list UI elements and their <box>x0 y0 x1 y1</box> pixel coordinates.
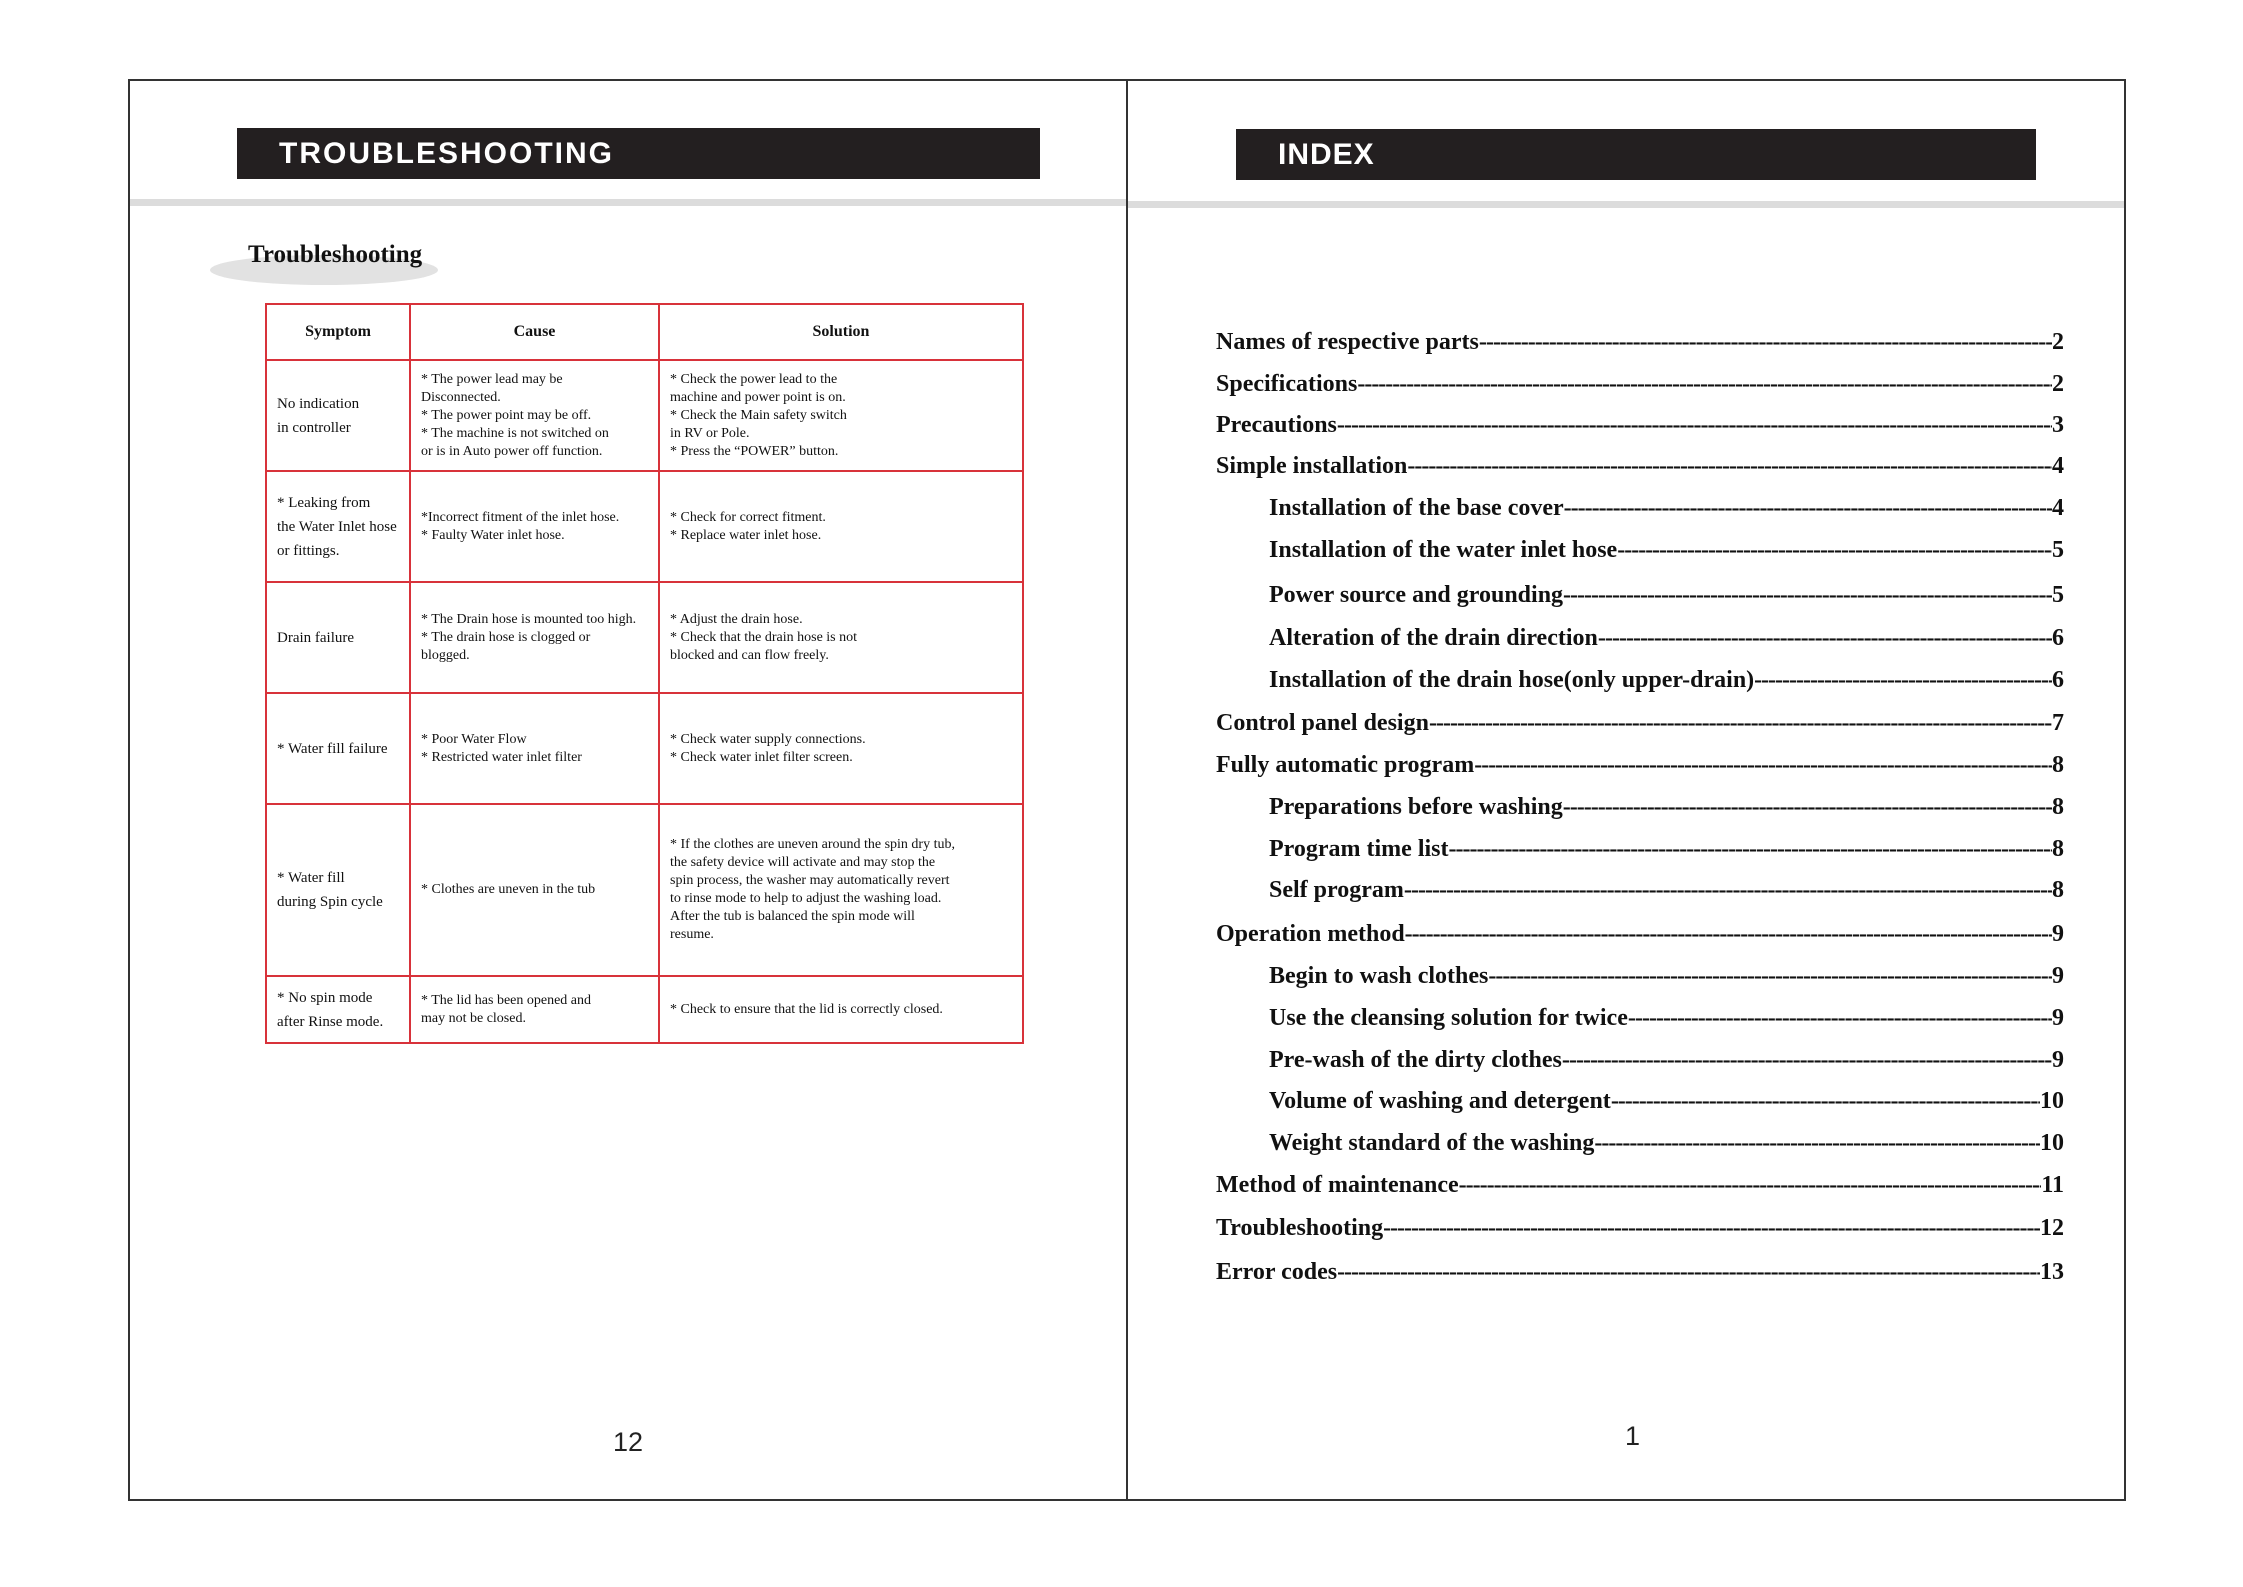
cause-line: * The lid has been opened and <box>421 992 592 1008</box>
index-entry-page: 2 <box>2052 329 2064 355</box>
index-entry-label: Installation of the drain hose(only upper-drain) <box>1269 667 1755 693</box>
index-entry <box>1269 624 2064 652</box>
symptom-line: * No spin mode <box>277 989 373 1006</box>
page-number: 12 <box>613 1427 644 1457</box>
solution-line: * Check water supply connections. <box>670 731 866 747</box>
index-entry-label: Power source and grounding <box>1269 582 1564 608</box>
symptom-line: * Water fill failure <box>277 740 388 757</box>
index-entry-page: 7 <box>2052 710 2064 736</box>
solution-line: machine and power point is on. <box>670 389 846 405</box>
symptom-cell <box>266 693 410 804</box>
index-entry-label: Installation of the water inlet hose <box>1269 537 1618 563</box>
solution-cell <box>659 360 1023 471</box>
solution-line: After the tub is balanced the spin mode will <box>670 909 915 924</box>
solution-line: blocked and can flow freely. <box>670 647 829 663</box>
index-entry-label: Method of maintenance <box>1216 1172 1459 1198</box>
table-row <box>266 471 1023 582</box>
solution-line: spin process, the washer may automatically revert <box>670 873 950 888</box>
index-entry-label: Error codes <box>1216 1259 1338 1285</box>
solution-line: * Replace water inlet hose. <box>670 527 822 543</box>
index-entry-page: 4 <box>2052 495 2064 521</box>
cause-cell <box>410 471 659 582</box>
header-cause: Cause <box>410 304 659 360</box>
header-divider <box>1128 201 2124 208</box>
index-leader-dots <box>1407 452 2052 480</box>
index-entry-page: 4 <box>2052 453 2064 479</box>
solution-line: * Check water inlet filter screen. <box>670 749 853 765</box>
right-page <box>1126 79 2126 1501</box>
index-leader-dots <box>1459 1171 2042 1199</box>
symptom-line: during Spin cycle <box>277 894 383 910</box>
solution-cell <box>659 976 1023 1043</box>
index-entry-page: 6 <box>2052 625 2064 651</box>
cause-cell <box>410 582 659 693</box>
index-entry <box>1269 793 2064 821</box>
index-leader-dots <box>1628 1004 2052 1032</box>
index-entry-page: 10 <box>2040 1130 2064 1156</box>
symptom-cell <box>266 582 410 693</box>
index-entry <box>1269 536 2064 564</box>
symptom-cell <box>266 471 410 582</box>
table-row <box>266 804 1023 976</box>
page-number: 1 <box>1625 1421 1641 1451</box>
index-entry-label: Preparations before washing <box>1269 794 1563 820</box>
cause-line: * The Drain hose is mounted too high. <box>421 611 637 627</box>
cause-line: * The power lead may be <box>421 371 563 387</box>
solution-cell <box>659 804 1023 976</box>
index-entry <box>1269 962 2064 990</box>
solution-cell <box>659 471 1023 582</box>
index-entry-label: Precautions <box>1216 412 1337 438</box>
index-entry <box>1269 1129 2064 1157</box>
index-entry <box>1216 1258 2064 1286</box>
symptom-line: * Water fill <box>277 870 345 886</box>
index-leader-dots <box>1594 1129 2040 1157</box>
index-entry-label: Program time list <box>1269 836 1449 862</box>
cause-line: blogged. <box>421 647 470 663</box>
index-leader-dots <box>1337 1258 2040 1286</box>
cause-line: * Poor Water Flow <box>421 731 527 747</box>
solution-line: * Check the power lead to the <box>670 371 838 387</box>
cause-line: or is in Auto power off function. <box>421 443 603 459</box>
index-leader-dots <box>1611 1087 2040 1115</box>
index-entry <box>1216 411 2064 439</box>
index-entry-label: Use the cleansing solution for twice <box>1269 1005 1628 1031</box>
index-header: INDEX <box>1236 129 2036 180</box>
index-entry-label: Specifications <box>1216 371 1358 397</box>
index-entry-label: Volume of washing and detergent <box>1269 1088 1611 1114</box>
cause-line: Disconnected. <box>421 389 501 405</box>
index-entry <box>1216 452 2064 480</box>
index-entry-page: 9 <box>2052 1047 2064 1073</box>
index-entry-page: 8 <box>2052 794 2064 820</box>
section-title-text: Troubleshooting <box>248 241 423 268</box>
solution-line: to rinse mode to help to adjust the washing load. <box>670 891 942 906</box>
index-leader-dots <box>1563 581 2052 609</box>
header-divider <box>130 199 1126 206</box>
solution-line: in RV or Pole. <box>670 425 750 441</box>
symptom-line: the Water Inlet hose <box>277 518 397 535</box>
index-leader-dots <box>1563 793 2052 821</box>
solution-line: resume. <box>670 927 714 942</box>
symptom-line: after Rinse mode. <box>277 1013 384 1030</box>
index-entry-page: 11 <box>2041 1172 2064 1198</box>
index-entry <box>1269 1004 2064 1032</box>
index-entry-page: 9 <box>2052 1005 2064 1031</box>
index-entry-label: Pre-wash of the dirty clothes <box>1269 1047 1562 1073</box>
left-page <box>128 79 1128 1501</box>
header-symptom: Symptom <box>266 304 410 360</box>
index-entry <box>1216 709 2064 737</box>
index-entry-label: Self program <box>1269 877 1404 903</box>
index-entry-label: Names of respective parts <box>1216 329 1479 355</box>
index-leader-dots <box>1488 962 2052 990</box>
index-entry-page: 13 <box>2040 1259 2064 1285</box>
header-solution: Solution <box>659 304 1023 360</box>
solution-line: * If the clothes are uneven around the spin dry tub, <box>670 837 955 852</box>
index-entry-label: Troubleshooting <box>1216 1215 1384 1241</box>
symptom-line: No indication <box>277 395 360 412</box>
index-entry-page: 6 <box>2052 667 2064 693</box>
index-entry-page: 5 <box>2052 582 2064 608</box>
index-entry-page: 5 <box>2052 537 2064 563</box>
cause-line: * The machine is not switched on <box>421 425 609 441</box>
cause-line: * Faulty Water inlet hose. <box>421 527 565 543</box>
solution-line: * Adjust the drain hose. <box>670 611 803 627</box>
index-entry-page: 12 <box>2040 1215 2064 1241</box>
table-row <box>266 582 1023 693</box>
solution-line: * Check that the drain hose is not <box>670 629 858 645</box>
index-entry-label: Fully automatic program <box>1216 752 1475 778</box>
index-leader-dots <box>1405 920 2052 948</box>
symptom-line: * Leaking from <box>277 494 371 511</box>
index-leader-dots <box>1404 876 2052 904</box>
index-entry <box>1216 1214 2064 1242</box>
troubleshooting-table <box>265 303 1024 1044</box>
table-row <box>266 360 1023 471</box>
table-header-row <box>266 304 1023 360</box>
index-entry-label: Weight standard of the washing <box>1269 1130 1595 1156</box>
index-leader-dots <box>1598 624 2052 652</box>
solution-line: * Check the Main safety switch <box>670 407 847 423</box>
solution-line: * Press the “POWER” button. <box>670 443 839 459</box>
index-entry-page: 8 <box>2052 836 2064 862</box>
symptom-line: or fittings. <box>277 542 340 559</box>
index-entry-page: 2 <box>2052 371 2064 397</box>
troubleshooting-header: TROUBLESHOOTING <box>237 128 1040 179</box>
cause-cell <box>410 804 659 976</box>
cause-line: may not be closed. <box>421 1010 526 1026</box>
solution-cell <box>659 582 1023 693</box>
index-leader-dots <box>1562 1046 2052 1074</box>
index-entry <box>1216 370 2064 398</box>
index-leader-dots <box>1617 536 2052 564</box>
cause-cell <box>410 360 659 471</box>
index-leader-dots <box>1337 411 2052 439</box>
cause-line: *Incorrect fitment of the inlet hose. <box>421 509 620 525</box>
index-entry-page: 3 <box>2052 412 2064 438</box>
index-entry-page: 9 <box>2052 921 2064 947</box>
index-leader-dots <box>1429 709 2052 737</box>
index-leader-dots <box>1479 328 2052 356</box>
table-row <box>266 976 1023 1043</box>
index-leader-dots <box>1449 835 2053 863</box>
solution-line: * Check to ensure that the lid is correctly closed. <box>670 1001 943 1017</box>
cause-line: * The drain hose is clogged or <box>421 629 591 645</box>
index-leader-dots <box>1357 370 2052 398</box>
index-leader-dots <box>1383 1214 2040 1242</box>
symptom-cell <box>266 804 410 976</box>
index-entry-page: 8 <box>2052 752 2064 778</box>
index-leader-dots <box>1754 666 2052 694</box>
cause-cell <box>410 976 659 1043</box>
cause-cell <box>410 693 659 804</box>
cause-line: * Clothes are uneven in the tub <box>421 882 596 897</box>
index-entry-label: Alteration of the drain direction <box>1269 625 1598 651</box>
table-body <box>266 360 1023 1043</box>
index-entry <box>1216 920 2064 948</box>
index-entry <box>1216 751 2064 779</box>
index-entry-label: Control panel design <box>1216 710 1429 736</box>
table-row <box>266 693 1023 804</box>
index-entry <box>1269 666 2064 694</box>
index-entry-label: Operation method <box>1216 921 1405 947</box>
symptom-line: in controller <box>277 419 351 436</box>
solution-cell <box>659 693 1023 804</box>
cause-line: * Restricted water inlet filter <box>421 749 582 765</box>
section-title <box>210 241 450 287</box>
index-entry-page: 8 <box>2052 877 2064 903</box>
index-entry <box>1216 1171 2064 1199</box>
index-entry <box>1269 835 2064 863</box>
solution-line: * Check for correct fitment. <box>670 509 826 525</box>
index-leader-dots <box>1474 751 2052 779</box>
index-entry <box>1269 1087 2064 1115</box>
index-entry-page: 9 <box>2052 963 2064 989</box>
solution-line: the safety device will activate and may stop the <box>670 855 936 870</box>
index-entry <box>1269 581 2064 609</box>
index-entry <box>1216 328 2064 356</box>
index-entry-page: 10 <box>2040 1088 2064 1114</box>
symptom-line: Drain failure <box>277 629 355 646</box>
index-entry <box>1269 876 2064 904</box>
index-entry-label: Begin to wash clothes <box>1269 963 1489 989</box>
index-leader-dots <box>1564 494 2052 522</box>
symptom-cell <box>266 360 410 471</box>
index-entry-label: Simple installation <box>1216 453 1408 479</box>
cause-line: * The power point may be off. <box>421 407 592 423</box>
index-entry <box>1269 1046 2064 1074</box>
index-entry <box>1269 494 2064 522</box>
symptom-cell <box>266 976 410 1043</box>
index-entry-label: Installation of the base cover <box>1269 495 1564 521</box>
